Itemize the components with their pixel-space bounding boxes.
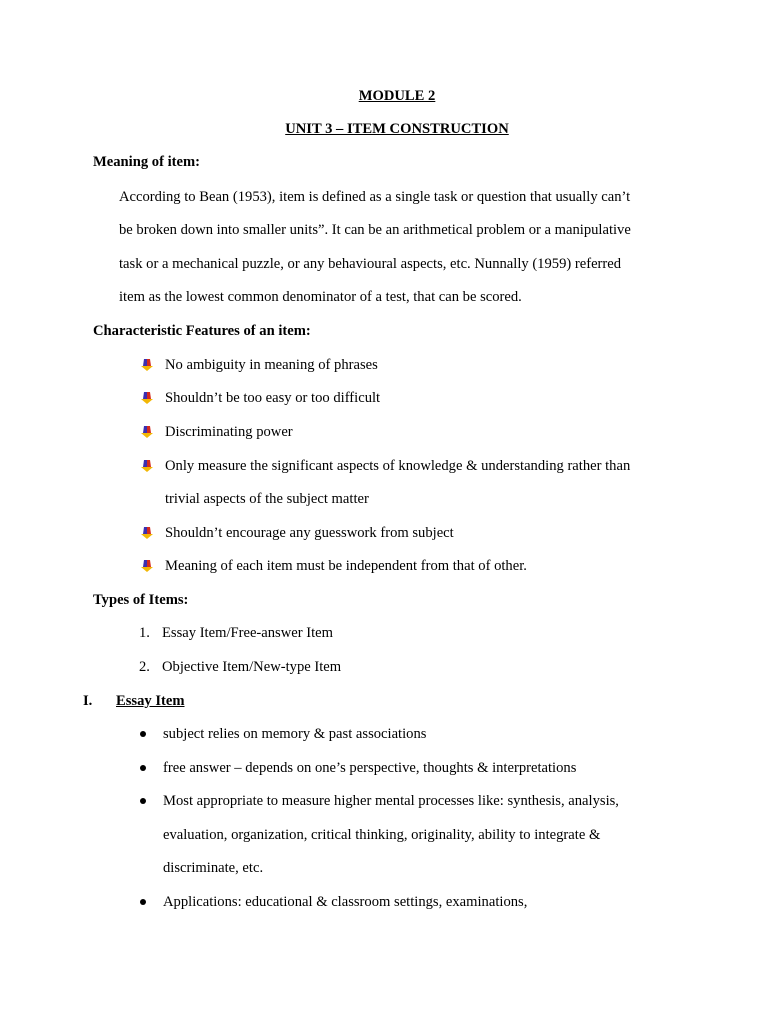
unit-title: UNIT 3 – ITEM CONSTRUCTION	[285, 121, 509, 137]
bullet-dot-icon	[140, 899, 146, 905]
types-item: Essay Item/Free-answer Item	[162, 625, 334, 641]
feature-item: Shouldn’t encourage any guesswork from subject	[165, 525, 454, 541]
types-heading: Types of Items:	[93, 592, 189, 608]
essay-heading: Essay Item	[116, 693, 185, 709]
arrow-bullet-icon	[141, 460, 153, 472]
arrow-bullet-icon	[141, 527, 153, 539]
types-item-number: 2.	[139, 659, 150, 675]
essay-point: free answer – depends on one’s perspective, thoughts & interpretations	[163, 760, 577, 776]
arrow-bullet-icon	[141, 560, 153, 572]
essay-point-continuation: discriminate, etc.	[163, 860, 264, 876]
essay-section-number: I.	[83, 693, 93, 709]
types-item: Objective Item/New-type Item	[162, 659, 342, 675]
module-title: MODULE 2	[358, 88, 436, 104]
arrow-bullet-icon	[141, 426, 153, 438]
bullet-dot-icon	[140, 731, 146, 737]
features-heading: Characteristic Features of an item:	[93, 323, 311, 339]
meaning-line: According to Bean (1953), item is defined as a single task or question that usually can’t	[119, 189, 631, 205]
feature-item: Only measure the significant aspects of knowledge & understanding rather than	[165, 458, 631, 474]
meaning-line: task or a mechanical puzzle, or any behavioural aspects, etc. Nunnally (1959) referred	[119, 256, 622, 272]
essay-point: Most appropriate to measure higher mental processes like: synthesis, analysis,	[163, 793, 619, 809]
types-item-number: 1.	[139, 625, 150, 641]
arrow-bullet-icon	[141, 392, 153, 404]
essay-point: subject relies on memory & past associations	[163, 726, 427, 742]
feature-item: Meaning of each item must be independent from that of other.	[165, 558, 527, 574]
essay-point-continuation: evaluation, organization, critical thinking, originality, ability to integrate &	[163, 827, 601, 843]
bullet-dot-icon	[140, 765, 146, 771]
feature-item-continuation: trivial aspects of the subject matter	[165, 491, 369, 507]
meaning-line: be broken down into smaller units”. It can be an arithmetical problem or a manipulative	[119, 222, 631, 238]
bullet-dot-icon	[140, 798, 146, 804]
feature-item: Discriminating power	[165, 424, 293, 440]
meaning-heading: Meaning of item:	[93, 154, 200, 170]
feature-item: Shouldn’t be too easy or too difficult	[165, 390, 381, 406]
meaning-line: item as the lowest common denominator of a test, that can be scored.	[119, 289, 522, 305]
essay-point: Applications: educational & classroom settings, examinations,	[163, 894, 528, 910]
arrow-bullet-icon	[141, 359, 153, 371]
feature-item: No ambiguity in meaning of phrases	[165, 357, 378, 373]
